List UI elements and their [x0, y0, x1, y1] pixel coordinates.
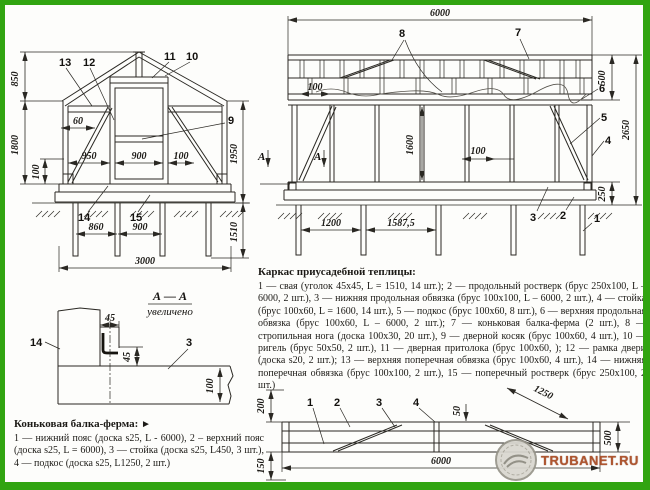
- side-label-7: 7: [515, 27, 522, 39]
- parts-list-title: Каркас приусадебной теплицы:: [258, 266, 416, 278]
- front-dim-100-left: 100: [31, 164, 42, 180]
- detail-title-block: [146, 289, 193, 318]
- side-dim-250: 250: [597, 186, 608, 202]
- side-dim-2650: 2650: [621, 120, 632, 140]
- side-label-4: 4: [605, 135, 612, 147]
- section-mark-a2: A: [314, 151, 322, 163]
- front-dim-3000: 3000: [135, 256, 155, 267]
- parts-list-body: 1 — свая (уголок 45х45, L = 1510, 14 шт.); 2 — продольный ростверк (брус 250х100, L – 6000, 2 шт.), 3 — нижняя продольная обвязка (брус 100х100, L – 6000, 2 шт.), 4 — стойка (брус 100х60, L = 1600, 14 шт.), 5 — подкос (брус 100х60, 8 шт.), 6 — верхняя продольная обвязка (брус 100х60, L – 6000, 2 шт.); 7 — коньковая балка-ферма (2 шт.), 8 — стропильная нога (доска 100х30, 20 шт.), 9 — дверной косяк (брус 100х60, 4 шт.), 10 — ригель (брус 50х50, 2 шт.), 11 — дверная притолока (брус 100х60, ); 12 — рамка двери (доска s20, 2 шт.); 13 — верхняя поперечная обвязка (брус 100х60, 4 шт.), 14 — нижняя поперечная обвязка (брус 100х100, 2 шт.), 15 — поперечный ростверк (брус 250х100, 2 шт.): [258, 281, 646, 392]
- detail-title: А — А: [152, 289, 188, 303]
- front-dimensions: [10, 52, 249, 272]
- side-dimensions: [260, 8, 642, 230]
- detail-dimensions: [100, 313, 220, 402]
- front-label-14: 14: [78, 212, 91, 224]
- coin-logo-icon: [494, 438, 538, 482]
- front-label-11: 11: [164, 51, 176, 63]
- watermark-text: TRUBANET.RU: [541, 452, 639, 468]
- front-dim-1950: 1950: [229, 144, 240, 164]
- detail-label-3: 3: [186, 337, 193, 349]
- detail-dim-45h: 45: [122, 352, 133, 362]
- truss-dim-500: 500: [603, 430, 614, 446]
- truss-part-labels: [307, 397, 435, 444]
- front-dim-1800: 1800: [10, 135, 21, 155]
- side-dim-100-mid: 100: [470, 146, 486, 157]
- truss-label-3: 3: [376, 397, 383, 409]
- front-dim-850: 850: [10, 71, 21, 87]
- truss-label-4: 4: [413, 397, 420, 409]
- detail-subtitle: увеличено: [147, 306, 193, 318]
- detail-label-14: 14: [30, 337, 43, 349]
- front-view-drawing: [4, 6, 256, 282]
- pointer-arrow-icon: ►: [141, 419, 151, 430]
- front-label-10: 10: [186, 51, 199, 63]
- front-dim-900: 900: [131, 151, 147, 162]
- front-dim-860: 860: [88, 222, 104, 233]
- detail-dim-100: 100: [205, 378, 216, 394]
- truss-dim-200: 200: [256, 398, 267, 414]
- truss-label-2: 2: [334, 397, 341, 409]
- side-dim-6000: 6000: [430, 8, 450, 19]
- truss-dim-150: 150: [256, 458, 267, 474]
- ridge-note-body: 1 — нижний пояс (доска s25, L - 6000), 2 – верхний пояс (доска s25, L = 6000), 3 — стойка (доска s25, L450, 3 шт.), 4 — подкос (доска s25, L1250, 2 шт.): [14, 433, 264, 469]
- side-label-1: 1: [594, 213, 601, 225]
- section-detail-drawing: [2, 284, 254, 416]
- front-label-9: 9: [228, 115, 235, 127]
- side-dim-1200: 1200: [321, 218, 341, 229]
- side-label-3: 3: [530, 212, 537, 224]
- side-view-drawing: [256, 4, 648, 266]
- side-section-marks: [257, 150, 324, 167]
- front-dim-1510: 1510: [229, 222, 240, 242]
- truss-dim-50: 50: [452, 406, 463, 416]
- side-dim-1600: 1600: [405, 135, 416, 155]
- truss-label-1: 1: [307, 397, 314, 409]
- side-dim-100-top: 100: [307, 82, 323, 93]
- side-label-6: 6: [599, 83, 606, 95]
- side-dim-500: 500: [597, 70, 608, 86]
- front-dim-60: 60: [73, 116, 83, 127]
- side-label-2: 2: [560, 210, 567, 222]
- detail-dim-45w: 45: [105, 313, 115, 324]
- side-label-8: 8: [399, 28, 406, 40]
- section-mark-a1: A: [258, 151, 266, 163]
- ridge-truss-note: [14, 418, 264, 470]
- side-dim-1587: 1587,5: [387, 218, 415, 229]
- front-dim-100-right: 100: [173, 151, 189, 162]
- truss-dim-6000: 6000: [431, 456, 451, 467]
- truss-dim-1250: 1250: [531, 383, 555, 403]
- front-dim-950: 950: [81, 151, 97, 162]
- front-label-13: 13: [59, 57, 72, 69]
- ridge-note-title: [14, 418, 264, 431]
- watermark: [494, 438, 639, 482]
- front-label-12: 12: [83, 57, 96, 69]
- front-label-15: 15: [130, 212, 143, 224]
- ridge-note-title-text: Коньковая балка-ферма:: [14, 418, 139, 430]
- side-label-5: 5: [601, 112, 608, 124]
- front-dim-900b: 900: [132, 222, 148, 233]
